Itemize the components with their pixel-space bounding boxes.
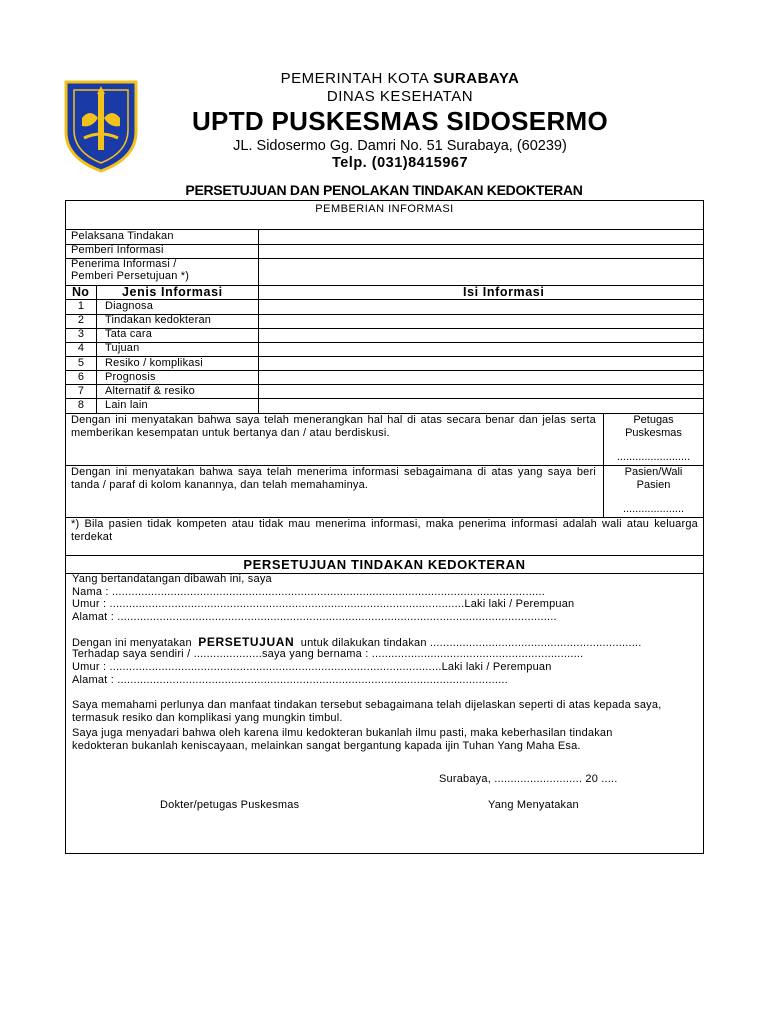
info-row-content-cell[interactable] <box>259 385 703 398</box>
field-label-consenter: Pemberi Persetujuan *) <box>71 270 190 282</box>
info-row-content-cell[interactable] <box>259 371 703 384</box>
field-label-informer: Pemberi Informasi <box>71 244 164 256</box>
info-row-content-cell[interactable] <box>259 300 703 313</box>
signer-doctor: Dokter/petugas Puskesmas <box>160 799 300 811</box>
info-row-content-cell[interactable] <box>259 328 703 341</box>
info-row-content-cell[interactable] <box>259 314 703 327</box>
consent-address-field[interactable]: Alamat : ....................................................................................................................................... <box>72 611 557 623</box>
address-line: JL. Sidosermo Gg. Damri No. 51 Surabaya, (60239) <box>233 138 567 154</box>
consent-address2-field[interactable]: Alamat : ........................................................................................................................ <box>72 674 508 686</box>
info-row-label: Tujuan <box>105 342 140 355</box>
info-row-number: 5 <box>77 356 85 369</box>
info-row-number: 3 <box>77 328 85 341</box>
consent-declaration: Dengan ini menyatakan PERSETUJUAN untuk dilakukan tindakan ................................................................. <box>72 635 642 649</box>
government-line: PEMERINTAH KOTA SURABAYA <box>280 70 520 87</box>
consent-name-field[interactable]: Nama : ..................................................................................................................................... <box>72 586 545 598</box>
info-row-label: Tindakan kedokteran <box>105 314 212 327</box>
institution-name: UPTD PUSKESMAS SIDOSERMO <box>191 106 609 136</box>
info-row-number: 7 <box>77 384 85 397</box>
info-section-title: PEMBERIAN INFORMASI <box>315 203 454 215</box>
signer-officer-label: Petugas Puskesmas <box>625 414 682 439</box>
info-row-label: Alternatif & resiko <box>105 384 196 397</box>
info-row-label: Prognosis <box>105 370 156 383</box>
signer-officer-line[interactable]: ........................ <box>616 451 691 463</box>
place-date[interactable]: Surabaya, ........................... 20 ..... <box>439 773 618 785</box>
info-row-label: Tata cara <box>105 328 153 341</box>
info-row-label: Resiko / komplikasi <box>105 356 203 369</box>
info-row-label: Lain lain <box>105 398 148 411</box>
info-row-number: 4 <box>77 342 85 355</box>
info-row-number: 1 <box>77 300 85 312</box>
info-row-number: 8 <box>77 398 85 411</box>
signer-declarant: Yang Menyatakan <box>488 799 579 811</box>
consent-age-field[interactable]: Umur : .............................................................................................................Laki laki / Perempuan <box>72 598 575 610</box>
info-row-content-cell[interactable] <box>259 342 703 355</box>
department-line: DINAS KESEHATAN <box>326 88 474 105</box>
signer-patient-line[interactable]: .................... <box>622 503 685 515</box>
signer-patient-label: Pasien/Wali Pasien <box>624 466 683 491</box>
col-header-no: No <box>72 285 90 299</box>
footnote: *) Bila pasien tidak kompeten atau tidak mau menerima informasi, maka penerima informasi adalah wali atau keluarga terdekat <box>71 518 698 543</box>
info-row-number: 2 <box>77 314 85 327</box>
col-header-content: Isi Informasi <box>463 285 545 299</box>
statement-receiver: Dengan ini menyatakan bahwa saya telah menerima informasi sebagaimana di atas yang saya beri tanda / paraf di kolom kanannya, dan telah memahaminya. <box>71 466 596 491</box>
field-label-executor: Pelaksana Tindakan <box>71 230 174 242</box>
consent-form <box>65 200 704 854</box>
statement-giver: Dengan ini menyatakan bahwa saya telah menerangkan hal hal di atas secara benar dan jelas serta memberikan kesempatan untuk bertanya dan / atau berdiskusi. <box>71 414 596 439</box>
info-row-label: Diagnosa <box>105 300 154 312</box>
consent-intro: Yang bertandatangan dibawah ini, saya <box>72 573 272 585</box>
consent-paragraph-awareness: Saya juga menyadari bahwa oleh karena ilmu kedokteran bukanlah ilmu pasti, maka keberhasilan tindakan kedokteran bukanlah keniscayaan, melainkan sangat bergantung kapada ijin Tuhan Yang Maha Esa. <box>72 727 613 752</box>
consent-subject-field[interactable]: Terhadap saya sendiri / .....................saya yang bernama : ................................................................. <box>72 648 584 660</box>
info-row-number: 6 <box>77 370 85 383</box>
consent-age2-field[interactable]: Umur : ......................................................................................................Laki laki / Perempuan <box>72 661 552 673</box>
info-row-content-cell[interactable] <box>259 357 703 370</box>
col-header-type: Jenis Informasi <box>122 285 223 299</box>
consent-paragraph-understanding: Saya memahami perlunya dan manfaat tindakan tersebut sebagaimana telah dijelaskan seperti di atas kepada saya, termasuk resiko dan komplikasi yang mungkin timbul. <box>72 699 662 724</box>
surabaya-city-emblem <box>62 78 140 174</box>
consent-section-title: PERSETUJUAN TINDAKAN KEDOKTERAN <box>243 557 526 572</box>
info-row-content-cell[interactable] <box>259 399 703 412</box>
document-title: PERSETUJUAN DAN PENOLAKAN TINDAKAN KEDOKTERAN <box>185 182 583 198</box>
field-label-recipient: Penerima Informasi / <box>71 258 177 270</box>
phone-line: Telp. (031)8415967 <box>331 155 469 171</box>
